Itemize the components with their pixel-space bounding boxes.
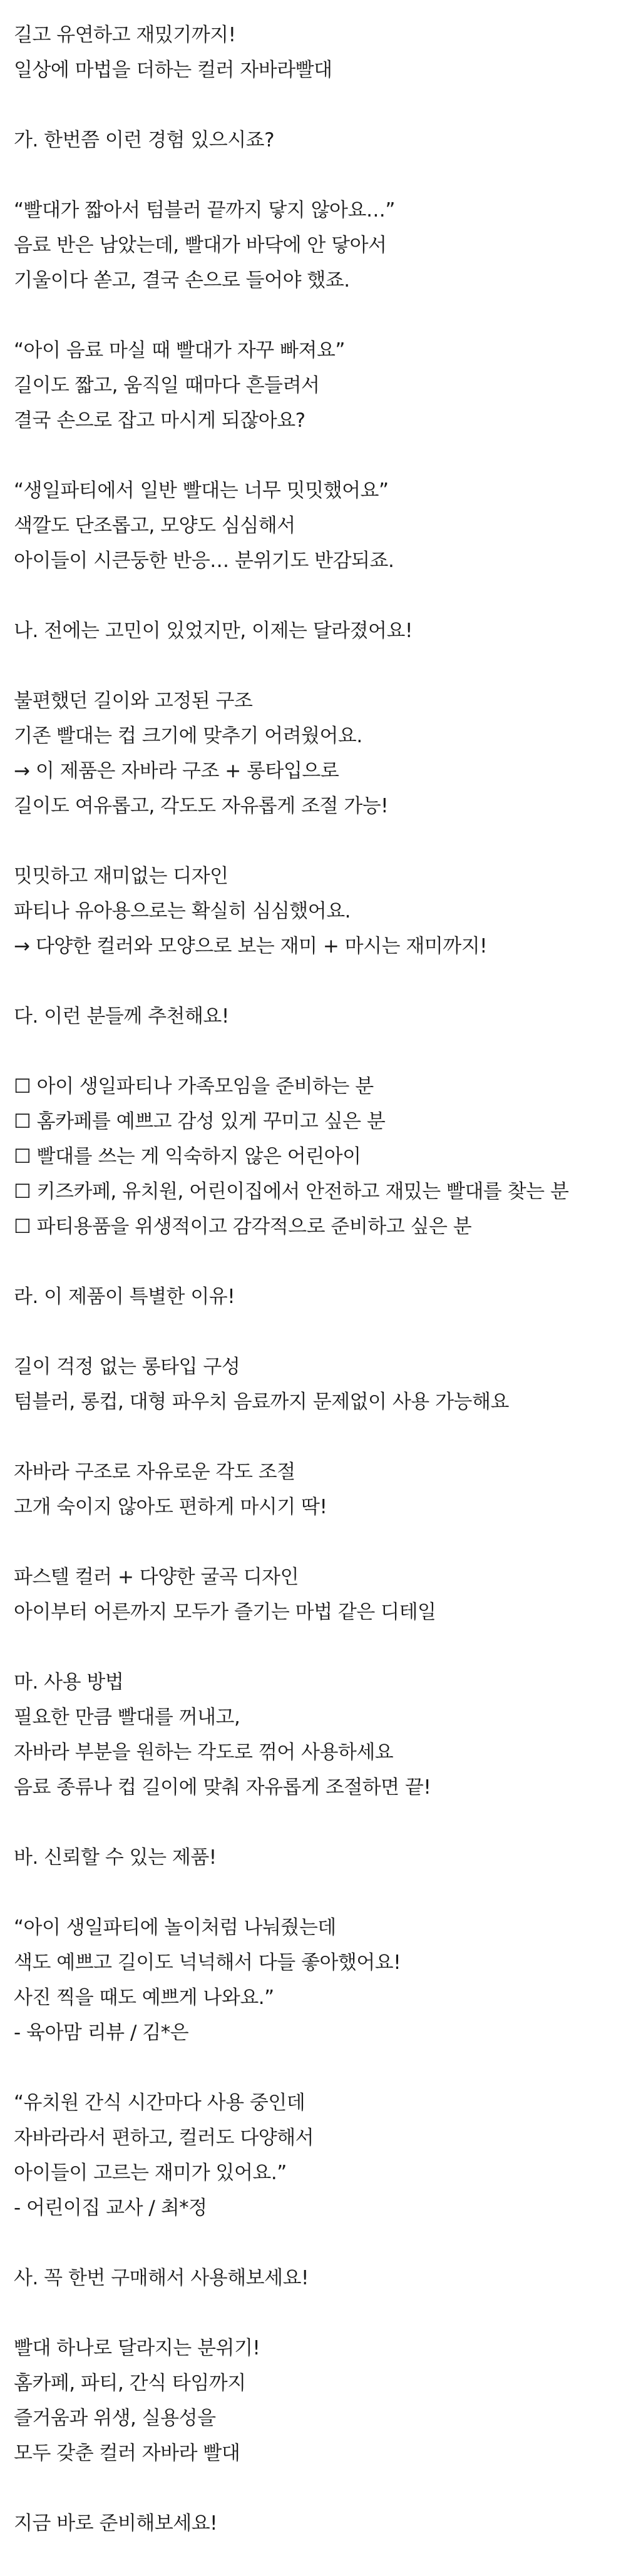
text-line: 빨대 하나로 달라지는 분위기!: [14, 2337, 260, 2359]
text-line: ☐ 키즈카페, 유치원, 어린이집에서 안전하고 재밌는 빨대를 찾는 분: [14, 1180, 569, 1203]
text-line: 자바라라서 편하고, 컬러도 다양해서: [14, 2127, 314, 2149]
text-line: “아이 생일파티에 놀이처럼 나눠줬는데: [14, 1916, 336, 1939]
text-paragraph: [14, 1349, 615, 1419]
text-line: ☐ 아이 생일파티나 가족모임을 준비하는 분: [14, 1075, 374, 1098]
text-paragraph: [14, 999, 615, 1034]
text-paragraph: [14, 1454, 615, 1525]
text-line: 모두 갖춘 컬러 자바라 빨대: [14, 2442, 240, 2465]
text-line: 즐거움과 위생, 실용성을: [14, 2407, 216, 2430]
text-paragraph: [14, 2261, 615, 2296]
text-line: - 육아맘 리뷰 / 김*은: [14, 2021, 189, 2044]
text-line: “생일파티에서 일반 빨대는 너무 밋밋했어요”: [14, 479, 389, 502]
text-line: 나. 전에는 고민이 있었지만, 이제는 달라졌어요!: [14, 620, 413, 642]
text-paragraph: [14, 18, 615, 88]
text-line: 지금 바로 준비해보세요!: [14, 2512, 218, 2535]
text-paragraph: [14, 1840, 615, 1875]
text-line: “아이 음료 마실 때 빨대가 자꾸 빠져요”: [14, 339, 345, 362]
text-paragraph: [14, 1910, 615, 2050]
text-line: 밋밋하고 재미없는 디자인: [14, 865, 228, 887]
text-line: 홈카페, 파티, 간식 타임까지: [14, 2372, 246, 2395]
text-line: ☐ 파티용품을 위생적이고 감각적으로 준비하고 싶은 분: [14, 1215, 472, 1238]
text-paragraph: [14, 473, 615, 578]
text-line: ☐ 홈카페를 예쁘고 감성 있게 꾸미고 싶은 분: [14, 1110, 386, 1133]
text-paragraph: [14, 193, 615, 298]
text-paragraph: [14, 2506, 615, 2541]
text-line: 파스텔 컬러 + 다양한 굴곡 디자인: [14, 1566, 299, 1588]
text-line: 음료 종류나 컵 길이에 맞춰 자유롭게 조절하면 끝!: [14, 1776, 431, 1799]
product-description-document: [14, 18, 615, 2576]
text-line: 길이 걱정 없는 롱타입 구성: [14, 1356, 240, 1378]
text-line: 바. 신뢰할 수 있는 제품!: [14, 1846, 217, 1869]
text-line: 가. 한번쯤 이런 경험 있으시죠?: [14, 129, 275, 151]
text-line: 자바라 구조로 자유로운 각도 조절: [14, 1461, 295, 1483]
text-line: 길고 유연하고 재밌기까지!: [14, 24, 236, 46]
text-line: 기존 빨대는 컵 크기에 맞추기 어려웠어요.: [14, 725, 362, 747]
text-line: 다. 이런 분들께 추천해요!: [14, 1005, 229, 1028]
text-line: 라. 이 제품이 특별한 이유!: [14, 1285, 235, 1308]
text-line: 고개 숙이지 않아도 편하게 마시기 딱!: [14, 1496, 327, 1518]
text-line: → 다양한 컬러와 모양으로 보는 재미 + 마시는 재미까지!: [14, 935, 488, 958]
text-line: - 어린이집 교사 / 최*정: [14, 2197, 207, 2219]
text-paragraph: [14, 1279, 615, 1314]
text-line: 색깔도 단조롭고, 모양도 심심해서: [14, 514, 295, 537]
text-line: 아이부터 어른까지 모두가 즐기는 마법 같은 디테일: [14, 1601, 436, 1623]
text-line: 길이도 짧고, 움직일 때마다 흔들려서: [14, 374, 320, 397]
text-paragraph: [14, 613, 615, 648]
text-line: 색도 예쁘고 길이도 넉넉해서 다들 좋아했어요!: [14, 1951, 401, 1974]
text-line: 사진 찍을 때도 예쁘게 나와요.”: [14, 1986, 274, 2009]
text-line: → 이 제품은 자바라 구조 + 롱타입으로: [14, 760, 339, 782]
text-line: “유치원 간식 시간마다 사용 중인데: [14, 2092, 305, 2114]
text-line: “빨대가 짧아서 텀블러 끝까지 닿지 않아요…”: [14, 199, 395, 222]
text-paragraph: [14, 123, 615, 158]
text-line: 아이들이 고르는 재미가 있어요.”: [14, 2162, 287, 2184]
text-line: ☐ 빨대를 쓰는 게 익숙하지 않은 어린아이: [14, 1145, 361, 1168]
text-paragraph: [14, 333, 615, 438]
text-paragraph: [14, 683, 615, 824]
text-line: 파티나 유아용으로는 확실히 심심했어요.: [14, 900, 351, 923]
text-line: 아이들이 시큰둥한 반응… 분위기도 반감되죠.: [14, 549, 394, 572]
text-line: 텀블러, 롱컵, 대형 파우치 음료까지 문제없이 사용 가능해요: [14, 1391, 509, 1413]
text-line: 불편했던 길이와 고정된 구조: [14, 690, 253, 712]
text-line: 결국 손으로 잡고 마시게 되잖아요?: [14, 409, 305, 432]
text-paragraph: [14, 1560, 615, 1630]
text-paragraph: [14, 859, 615, 964]
text-line: 길이도 여유롭고, 각도도 자유롭게 조절 가능!: [14, 795, 389, 817]
text-line: 필요한 만큼 빨대를 꺼내고,: [14, 1706, 240, 1729]
text-line: 자바라 부분을 원하는 각도로 꺾어 사용하세요: [14, 1741, 394, 1764]
text-line: 기울이다 쏟고, 결국 손으로 들어야 했죠.: [14, 269, 350, 292]
text-paragraph: [14, 2085, 615, 2226]
text-line: 음료 반은 남았는데, 빨대가 바닥에 안 닿아서: [14, 234, 387, 257]
text-paragraph: [14, 2331, 615, 2471]
text-line: 사. 꼭 한번 구매해서 사용해보세요!: [14, 2267, 309, 2289]
text-paragraph: [14, 1069, 615, 1244]
text-line: 마. 사용 방법: [14, 1671, 124, 1694]
text-line: 일상에 마법을 더하는 컬러 자바라빨대: [14, 59, 332, 81]
text-paragraph: [14, 1665, 615, 1805]
